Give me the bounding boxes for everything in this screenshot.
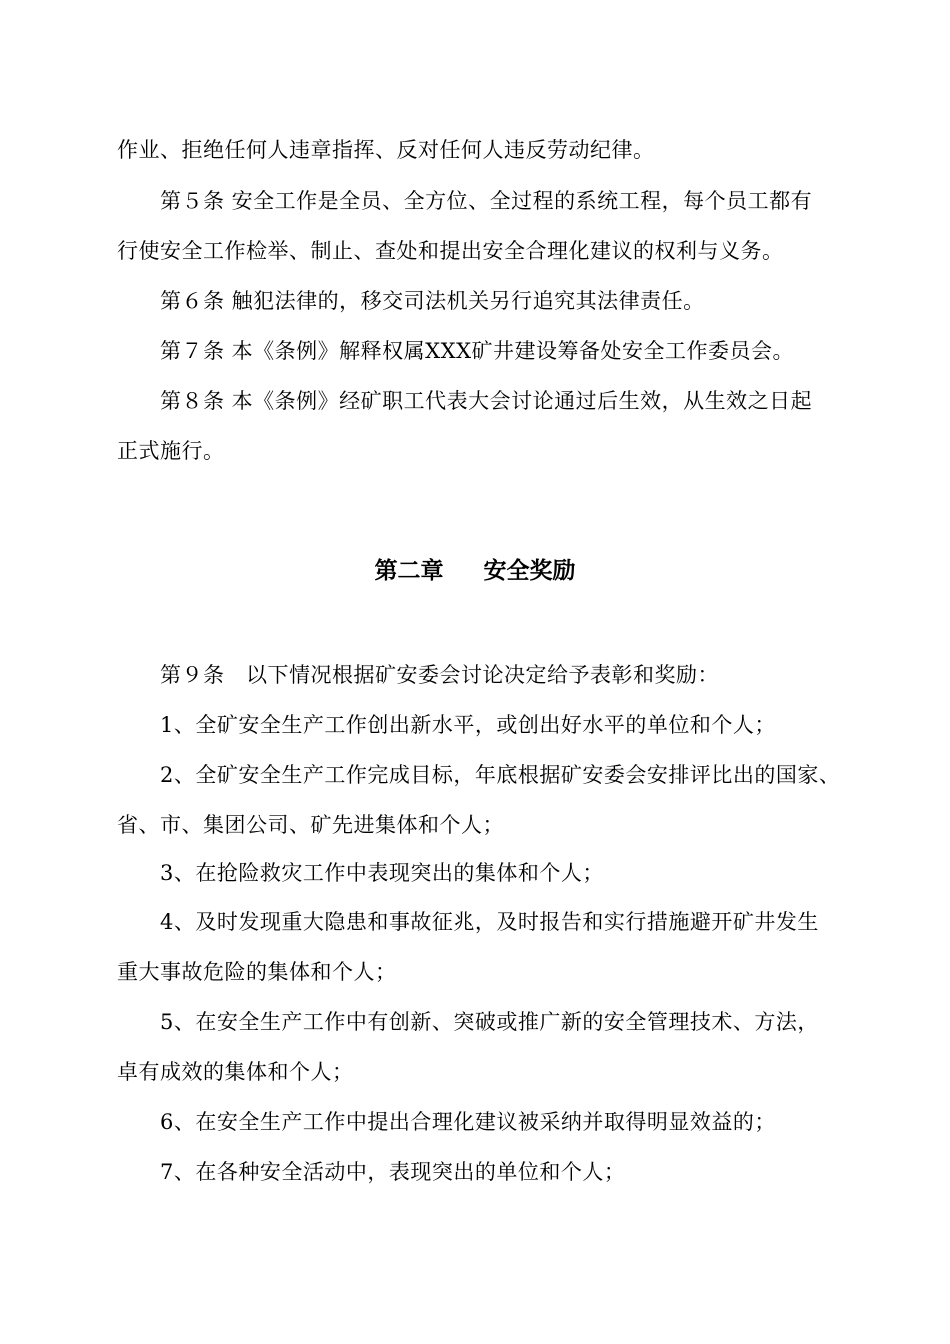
article-8-line-2: 正式施行。 (117, 439, 225, 463)
article-6: 第６条 触犯法律的，移交司法机关另行追究其法律责任。 (160, 289, 705, 313)
list-item-5-line-2: 卓有成效的集体和个人； (117, 1060, 354, 1084)
list-item-2-line-2: 省、市、集团公司、矿先进集体和个人； (117, 813, 504, 837)
list-item-7: 7、在各种安全活动中，表现突出的单位和个人； (160, 1160, 626, 1184)
article-5-line-1: 第５条 安全工作是全员、全方位、全过程的系统工程，每个员工都有 (160, 189, 813, 213)
article-9: 第９条 以下情况根据矿安委会讨论决定给予表彰和奖励： (160, 663, 719, 687)
chapter-title: 安全奖励 (483, 558, 576, 584)
chapter-number: 第二章 (374, 558, 444, 584)
paragraph-line-continuation: 作业、拒绝任何人违章指挥、反对任何人违反劳动纪律。 (117, 138, 655, 162)
list-item-1: 1、全矿安全生产工作创出新水平，或创出好水平的单位和个人； (160, 713, 776, 737)
list-item-5-line-1: 5、在安全生产工作中有创新、突破或推广新的安全管理技术、方法， (160, 1010, 819, 1034)
list-item-4-line-1: 4、及时发现重大隐患和事故征兆，及时报告和实行措施避开矿井发生 (160, 910, 819, 934)
chapter-heading (0, 554, 950, 588)
list-item-3: 3、在抢险救灾工作中表现突出的集体和个人； (160, 861, 604, 885)
list-item-6: 6、在安全生产工作中提出合理化建议被采纳并取得明显效益的； (160, 1110, 776, 1134)
article-7: 第７条 本《条例》解释权属XXX矿井建设筹备处安全工作委员会。 (160, 339, 795, 363)
article-5-line-2: 行使安全工作检举、制止、查处和提出安全合理化建议的权利与义务。 (117, 239, 784, 263)
list-item-4-line-2: 重大事故危险的集体和个人； (117, 960, 397, 984)
list-item-2-line-1: 2、全矿安全生产工作完成目标，年底根据矿安委会安排评比出的国家、 (160, 763, 841, 787)
article-8-line-1: 第８条 本《条例》经矿职工代表大会讨论通过后生效，从生效之日起 (160, 389, 813, 413)
